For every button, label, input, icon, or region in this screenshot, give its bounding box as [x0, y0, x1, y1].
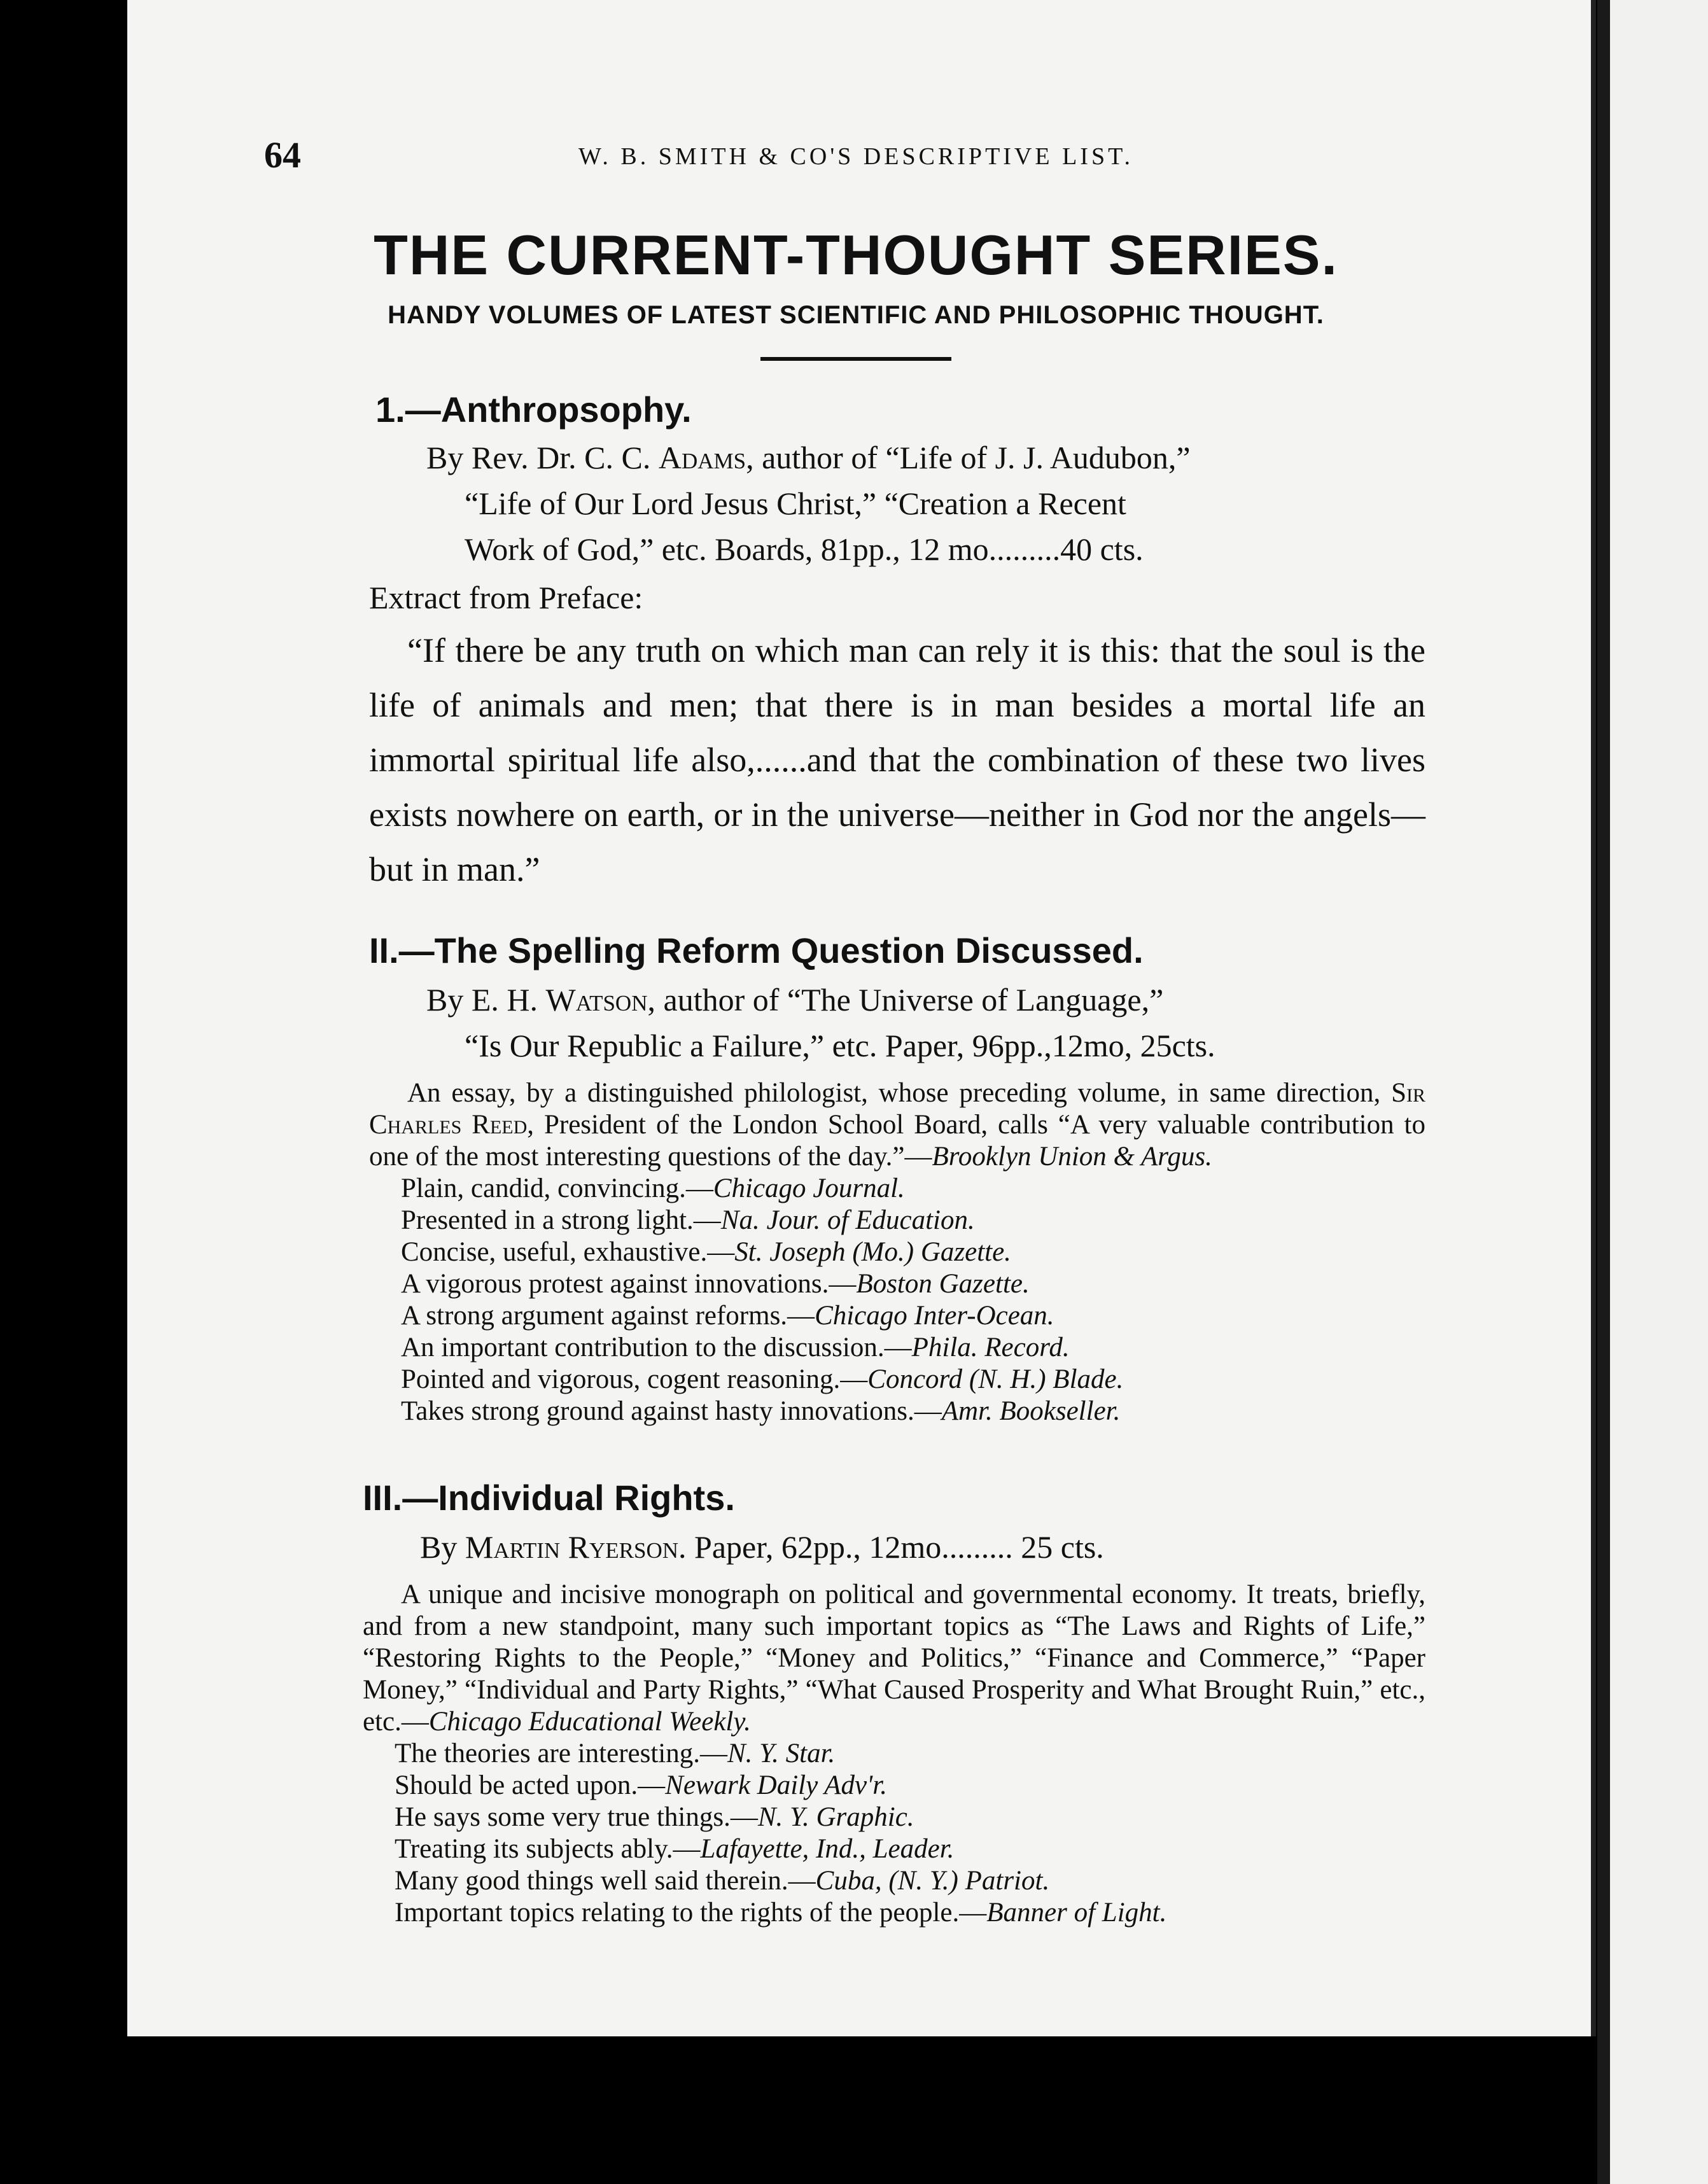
blurb-source: Chicago Educational Weekly.	[428, 1707, 751, 1737]
review-source: Cuba, (N. Y.) Patriot.	[815, 1866, 1050, 1896]
blurb-text-cont: , President of the London School Board, calls “A very valuable contribution to one of the most interesting questions of the day.”—	[369, 1110, 1425, 1172]
section-heading: 1.—Anthropsophy.	[375, 389, 692, 430]
review-list	[363, 1738, 1425, 1929]
section-individual-rights	[363, 1476, 1425, 1929]
review-blurb	[363, 1579, 1425, 1738]
review-text: Should be acted upon.—	[395, 1770, 666, 1801]
blurb-person: Sir Charles Reed	[369, 1078, 1425, 1140]
review-text: A vigorous protest against innovations.—	[401, 1269, 857, 1299]
title-rule	[760, 357, 951, 361]
running-title: W. B. SMITH & CO'S DESCRIPTIVE LIST.	[578, 143, 1133, 170]
review-item	[369, 1205, 1425, 1236]
binding-shadow	[1597, 0, 1610, 2184]
review-item	[369, 1332, 1425, 1364]
section-anthroposophy	[369, 388, 1425, 897]
review-source: St. Joseph (Mo.) Gazette.	[734, 1237, 1011, 1268]
review-item	[363, 1865, 1425, 1897]
preface-quote: “If there be any truth on which man can rely it is this: that the soul is the life of animals and men; that there is in man besides a mortal life an immortal spiritual life also,......and that the combination of these two lives exists nowhere on earth, or in the universe—neither in God nor the angels—but in man.”	[369, 631, 1425, 889]
review-item	[369, 1173, 1425, 1205]
byline-prefix: By Rev. Dr. C. C.	[426, 440, 659, 476]
review-text: The theories are interesting.—	[395, 1739, 727, 1769]
scan-background-bottom	[127, 2036, 1597, 2184]
blurb-text: A unique and incisive monograph on political and governmental economy. It treats, briefly, and from a new standpoint, many such important topics as “The Laws and Rights of Life,” “Restoring Rights to the People,” “Money and Politics,” “Finance and Commerce,” “Paper Money,” “Individual and Party Rights,” “What Caused Prosperity and What Brought Ruin,” etc., etc.—	[363, 1579, 1425, 1737]
scan-background-left	[0, 0, 127, 2184]
review-text: Pointed and vigorous, cogent reasoning.—	[401, 1364, 868, 1395]
blurb-text: An essay, by a distinguished philologist, whose preceding volume, in same direction,	[407, 1078, 1392, 1109]
review-item	[369, 1236, 1425, 1268]
review-source: Lafayette, Ind., Leader.	[700, 1834, 955, 1865]
review-item	[363, 1833, 1425, 1865]
byline	[375, 435, 1425, 480]
series-title-block	[264, 223, 1448, 361]
byline-rest: . Paper, 62pp., 12mo......... 25 cts.	[678, 1529, 1104, 1565]
review-text: An important contribution to the discussion.—	[401, 1333, 912, 1363]
review-text: Concise, useful, exhaustive.—	[401, 1237, 735, 1268]
review-item	[369, 1396, 1425, 1427]
review-item	[363, 1770, 1425, 1802]
section-heading: III.—Individual Rights.	[363, 1478, 735, 1518]
byline	[375, 1524, 1425, 1570]
review-item	[363, 1802, 1425, 1833]
blurb-source: Brooklyn Union & Argus.	[932, 1142, 1212, 1172]
review-source: Concord (N. H.) Blade.	[867, 1364, 1124, 1395]
review-item	[363, 1738, 1425, 1770]
running-head	[264, 134, 1448, 185]
byline-rest: , author of “Life of J. J. Audubon,”	[746, 440, 1191, 476]
series-subtitle: HANDY VOLUMES OF LATEST SCIENTIFIC AND PHILOSOPHIC THOUGHT.	[388, 301, 1324, 330]
byline-prefix: By	[420, 1529, 465, 1565]
review-blurb	[369, 1077, 1425, 1173]
byline-line-3: Work of God,” etc. Boards, 81pp., 12 mo.........40 cts.	[465, 531, 1144, 568]
review-text: He says some very true things.—	[395, 1802, 758, 1833]
review-item	[363, 1897, 1425, 1929]
review-source: Chicago Journal.	[713, 1173, 905, 1204]
series-title: THE CURRENT-THOUGHT SERIES.	[374, 223, 1338, 286]
review-item	[369, 1300, 1425, 1332]
section-spelling-reform	[369, 929, 1425, 1427]
review-source: N. Y. Star.	[727, 1739, 836, 1769]
review-text: Treating its subjects ably.—	[395, 1834, 701, 1865]
review-text: Many good things well said therein.—	[395, 1866, 816, 1896]
review-source: Amr. Bookseller.	[941, 1396, 1121, 1427]
review-source: N. Y. Graphic.	[757, 1802, 914, 1833]
review-source: Banner of Light.	[986, 1898, 1167, 1928]
facing-page-edge	[1597, 0, 1708, 2184]
review-source: Phila. Record.	[911, 1333, 1070, 1363]
author-name: Watson	[545, 982, 648, 1018]
page-number: 64	[264, 134, 301, 176]
review-source: Na. Jour. of Education.	[720, 1205, 975, 1236]
byline-line-2: “Life of Our Lord Jesus Christ,” “Creation a Recent	[465, 486, 1126, 522]
extract-label: Extract from Preface:	[369, 580, 643, 616]
byline-line-2: “Is Our Republic a Failure,” etc. Paper, 96pp.,12mo, 25cts.	[465, 1028, 1215, 1064]
review-item	[369, 1364, 1425, 1396]
author-name: Adams	[658, 440, 746, 476]
review-text: Takes strong ground against hasty innovations.—	[401, 1396, 942, 1427]
review-item	[369, 1268, 1425, 1300]
review-text: Plain, candid, convincing.—	[401, 1173, 713, 1204]
byline-prefix: By E. H.	[426, 982, 546, 1018]
review-list	[369, 1173, 1425, 1427]
review-text: A strong argument against reforms.—	[401, 1301, 815, 1331]
section-heading: II.—The Spelling Reform Question Discussed.	[369, 930, 1144, 970]
review-source: Newark Daily Adv'r.	[665, 1770, 887, 1801]
review-text: Presented in a strong light.—	[401, 1205, 721, 1236]
review-source: Boston Gazette.	[856, 1269, 1030, 1299]
byline	[375, 977, 1425, 1023]
author-name: Martin Ryerson	[465, 1529, 679, 1565]
review-source: Chicago Inter-Ocean.	[815, 1301, 1054, 1331]
byline-rest: , author of “The Universe of Language,”	[647, 982, 1164, 1018]
review-text: Important topics relating to the rights of the people.—	[395, 1898, 987, 1928]
